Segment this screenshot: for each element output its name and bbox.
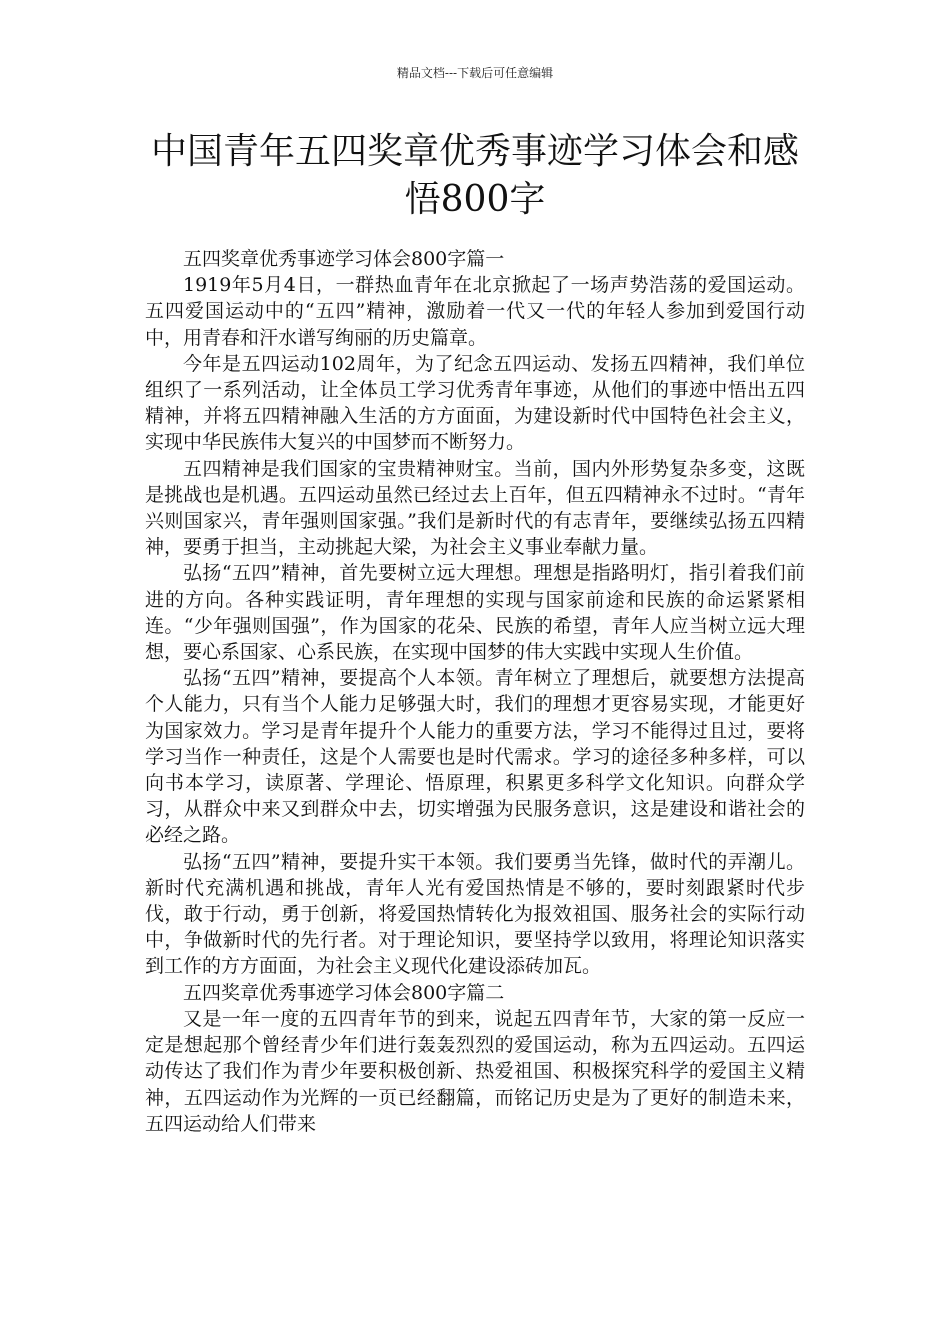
paragraph: 又是一年一度的五四青年节的到来，说起五四青年节，大家的第一反应一定是想起那个曾经青少年们进行轰轰烈烈的爱国运动，称为五四运动。五四运动传达了我们作为青少年要积极创新、热爱祖国、积极探究科学的爱国主义精神，五四运动作为光辉的一页已经翻篇，而铭记历史是为了更好的制造未来，五四运动给人们带来 [145, 1007, 805, 1135]
document-title: 中国青年五四奖章优秀事迹学习体会和感悟800字 [150, 131, 799, 220]
page-header: 精品文档---下载后可任意编辑 [396, 66, 554, 80]
paragraph: 今年是五四运动102周年，为了纪念五四运动、发扬五四精神，我们单位组织了一系列活动，让全体员工学习优秀青年事迹，从他们的事迹中悟出五四精神，并将五四精神融入生活的方方面面，为建设新时代中国特色社会主义，实现中华民族伟大复兴的中国梦而不断努力。 [145, 352, 805, 454]
paragraph: 弘扬“五四”精神，要提升实干本领。我们要勇当先锋，做时代的弄潮儿。新时代充满机遇和挑战，青年人光有爱国热情是不够的，要时刻跟紧时代步伐，敢于行动，勇于创新，将爱国热情转化为报效祖国、服务社会的实际行动中，争做新时代的先行者。对于理论知识，要坚持学以致用，将理论知识落实到工作的方方面面，为社会主义现代化建设添砖加瓦。 [145, 850, 805, 978]
paragraph: 1919年5月4日，一群热血青年在北京掀起了一场声势浩荡的爱国运动。五四爱国运动中的“五四”精神，激励着一代又一代的年轻人参加到爱国行动中，用青春和汗水谱写绚丽的历史篇章。 [145, 274, 805, 349]
paragraph: 五四精神是我们国家的宝贵精神财宝。当前，国内外形势复杂多变，这既是挑战也是机遇。五四运动虽然已经过去上百年，但五四精神永不过时。“青年兴则国家兴，青年强则国家强。”我们是新时代的有志青年，要继续弘扬五四精神，要勇于担当，主动挑起大梁，为社会主义事业奉献力量。 [145, 457, 805, 559]
paragraph: 弘扬“五四”精神，首先要树立远大理想。理想是指路明灯，指引着我们前进的方向。各种实践证明，青年理想的实现与国家前途和民族的命运紧紧相连。“少年强则国强”，作为国家的花朵、民族的希望，青年人应当树立远大理想，要心系国家、心系民族，在实现中国梦的伟大实践中实现人生价值。 [145, 562, 805, 664]
document-body [145, 246, 805, 1137]
section-heading-2: 五四奖章优秀事迹学习体会800字篇二 [183, 981, 505, 1004]
section-heading-1: 五四奖章优秀事迹学习体会800字篇一 [183, 248, 505, 270]
paragraph: 弘扬“五四”精神，要提高个人本领。青年树立了理想后，就要想方法提高个人能力，只有当个人能力足够强大时，我们的理想才更容易实现，才能更好为国家效力。学习是青年提升个人能力的重要方法，学习不能得过且过，要将学习当作一种责任，这是个人需要也是时代需求。学习的途径多种多样，可以向书本学习，读原著、学理论、悟原理，积累更多科学文化知识。向群众学习，从群众中来又到群众中去，切实增强为民服务意识，这是建设和谐社会的必经之路。 [145, 667, 805, 847]
